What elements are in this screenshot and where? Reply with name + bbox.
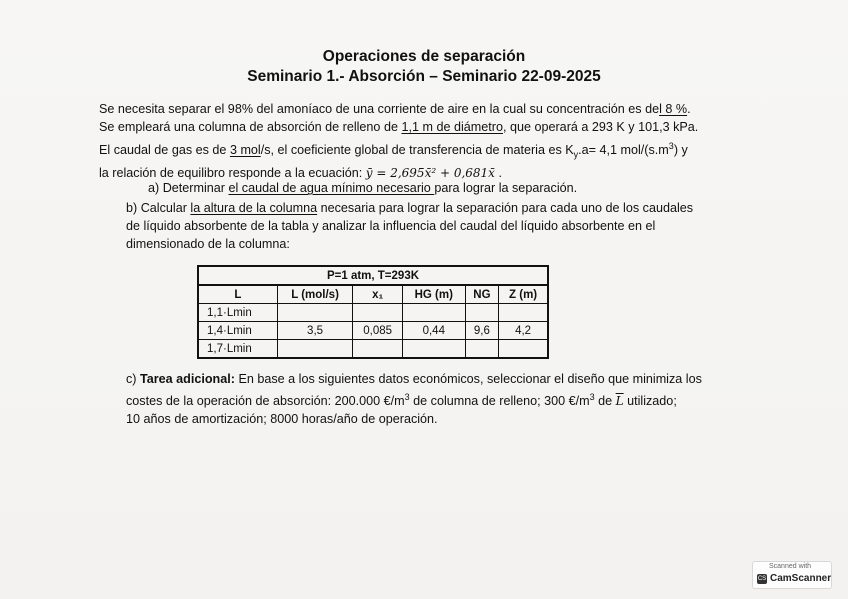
table-cell <box>465 304 499 322</box>
problem-statement <box>99 100 759 182</box>
table-cell <box>499 304 548 322</box>
question-a: a) Determinar el caudal de agua mínimo necesario para lograr la separación. <box>148 181 578 195</box>
document-subtitle: Seminario 1.- Absorción – Seminario 22-09-2025 <box>247 68 601 85</box>
table-cell <box>353 304 403 322</box>
col-header: L (mol/s) <box>277 285 353 304</box>
camscanner-stamp: Scanned with CS CamScanner <box>752 561 832 589</box>
statement-line-4: la relación de equilibro responde a la ecuación: ȳ = 2,695x̄² + 0,681x̄ . <box>99 165 502 180</box>
col-header: x₁ <box>353 285 403 304</box>
statement-line-1: Se necesita separar el 98% del amoníaco de una corriente de aire en la cual su concentración es del 8 %. <box>99 102 691 116</box>
table-cell <box>402 340 465 359</box>
row-label: 1,4·Lmin <box>198 322 277 340</box>
table-cell <box>465 340 499 359</box>
underlined-min-water-flow: el caudal de agua mínimo necesario <box>228 181 435 195</box>
liquid-flow-symbol: $\overline{L}$ <box>615 394 624 409</box>
document-title: Operaciones de separación <box>322 48 526 65</box>
equilibrium-equation: ȳ = 2,695x̄² + 0,681x̄ <box>365 165 495 180</box>
statement-line-3: El caudal de gas es de 3 mol/s, el coeficiente global de transferencia de materia es $K_y.a= 4,1$ mol/$(s.m^3)$ y <box>99 140 688 160</box>
statement-line-2: Se empleará una columna de absorción de relleno de 1,1 m de diámetro, que operará a 293 K y 101,3 kPa. <box>99 120 699 135</box>
table-cell <box>277 340 353 359</box>
table-cell <box>353 340 403 359</box>
col-header: HG (m) <box>402 285 465 304</box>
camscanner-logo-icon: CS <box>757 576 767 582</box>
question-b: b) Calcular la altura de la columna necesaria para lograr la separación para cada uno de los caudales de líquido absorbente de la tabla y analizar la influencia del caudal del líquido absorbente en el dimensionado de la columna: <box>126 201 694 251</box>
table-cell: 0,085 <box>353 322 403 340</box>
underlined-column-height: la altura de la columna <box>190 201 318 215</box>
additional-task-label: Tarea adicional: <box>140 372 235 386</box>
question-c: c) Tarea adicional: En base a los siguientes datos económicos, seleccionar el diseño que minimiza los costes de la operación de absorción: 200.000 $€/m^3$ de columna de relleno; 300 $€/m^3$ de $\overline{L}$ utilizado; 10 años de amortización; 8000 horas/año de operación. <box>126 372 702 427</box>
row-label: 1,7·Lmin <box>198 340 277 359</box>
table-row <box>198 340 548 359</box>
table-cell: 0,44 <box>402 322 465 340</box>
table-cell: 4,2 <box>499 322 548 340</box>
table-cell: 3,5 <box>277 322 353 340</box>
table-row <box>198 304 548 322</box>
results-table <box>197 265 549 359</box>
table-cell: 9,6 <box>465 322 499 340</box>
table-cell <box>499 340 548 359</box>
col-header: NG <box>465 285 499 304</box>
col-header: Z (m) <box>499 285 548 304</box>
underlined-percentage: l 8 % <box>659 102 688 116</box>
table-header: P=1 atm, T=293K <box>198 266 548 285</box>
col-header: L <box>198 285 277 304</box>
table-column-headers <box>198 285 548 304</box>
table-cell <box>402 304 465 322</box>
table-row <box>198 322 548 340</box>
underlined-diameter: 1,1 m de diámetro <box>401 120 503 135</box>
table-cell <box>277 304 353 322</box>
underlined-gas-flow: 3 mol <box>229 142 261 157</box>
row-label: 1,1·Lmin <box>198 304 277 322</box>
